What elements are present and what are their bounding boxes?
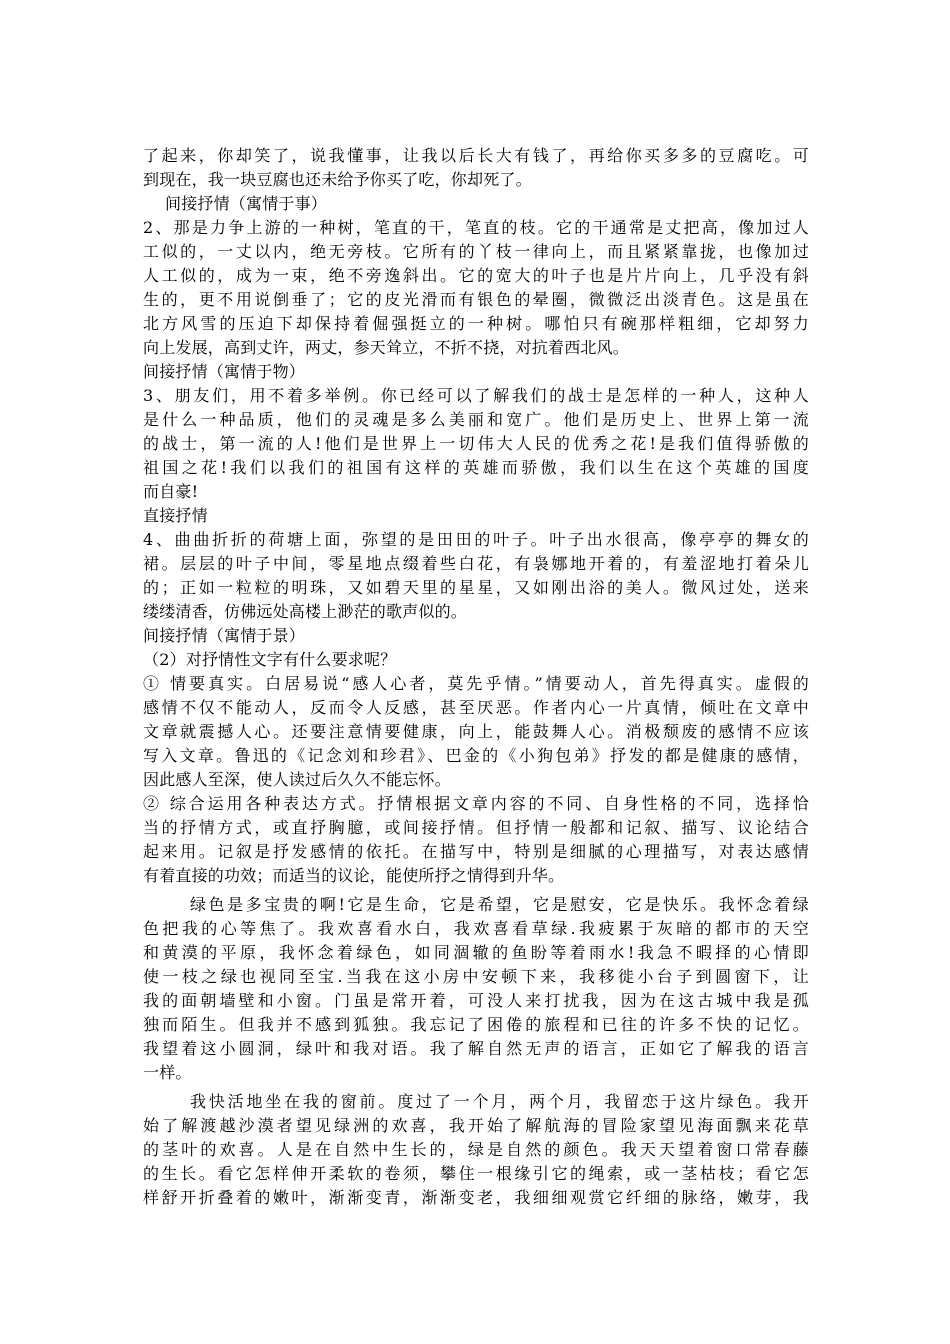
text-line: 工似的，一丈以内，绝无旁枝。它所有的丫枝一律向上，而且紧紧靠拢，也像加过 — [143, 242, 809, 261]
text-line: ① 情要真实。白居易说“感人心者，莫先乎情。”情要动人，首先得真实。虚假的 — [143, 674, 809, 693]
text-line: 感情不仅不能动人，反而令人反感，甚至厌恶。作者内心一片真情，倾吐在文章中 — [143, 698, 809, 717]
section-label: 间接抒情（寓情于物） — [143, 362, 306, 381]
section-label: 间接抒情（寓情于景） — [143, 626, 306, 645]
text-line: 文章就震撼人心。还要注意情要健康，向上，能鼓舞人心。消极颓废的感情不应该 — [143, 722, 809, 741]
text-line: 我望着这小圆洞，绿叶和我对语。我了解自然无声的语言，正如它了解我的语言 — [143, 1039, 809, 1058]
text-line: 人工似的，成为一束，绝不旁逸斜出。它的宽大的叶子也是片片向上，几乎没有斜 — [143, 266, 809, 285]
text-line: 我的面朝墙壁和小窗。门虽是常开着，可没人来打扰我，因为在这古城中我是孤 — [143, 991, 809, 1010]
text-line: 裙。层层的叶子中间，零星地点缀着些白花，有袅娜地开着的，有羞涩地打着朵儿 — [143, 554, 809, 573]
text-line: 生的，更不用说倒垂了；它的皮光滑而有银色的晕圈，微微泛出淡青色。这是虽在 — [143, 290, 809, 309]
text-line: 向上发展，高到丈许，两丈，参天耸立，不折不挠，对抗着西北风。 — [143, 338, 630, 357]
text-line: 是什么一种品质，他们的灵魂是多么美丽和宽广。他们是历史上、世界上第一流 — [143, 410, 809, 429]
text-line: 始了解渡越沙漠者望见绿洲的欢喜，我开始了解航海的冒险家望见海面飘来花草 — [143, 1116, 809, 1135]
section-label: 直接抒情 — [143, 506, 208, 525]
text-line: 绿色是多宝贵的啊!它是生命，它是希望，它是慰安，它是快乐。我怀念着绿 — [190, 895, 809, 914]
text-line: 的茎叶的欢喜。人是在自然中生长的，绿是自然的颜色。我天天望着窗口常春藤 — [143, 1140, 809, 1159]
text-line: 2、那是力争上游的一种树，笔直的干，笔直的枝。它的干通常是丈把高，像加过人 — [143, 218, 809, 237]
text-line: 一样。 — [143, 1063, 192, 1082]
question-heading: （2）对抒情性文字有什么要求呢？ — [143, 650, 397, 669]
text-line: 缕缕清香，仿佛远处高楼上渺茫的歌声似的。 — [143, 602, 468, 621]
text-line: 起来用。记叙是抒发感情的依托。在描写中，特别是细腻的心理描写，对表达感情 — [143, 842, 809, 861]
text-line: 的战士，第一流的人!他们是世界上一切伟大人民的优秀之花!是我们值得骄傲的 — [143, 434, 809, 453]
text-line: 4、曲曲折折的荷塘上面，弥望的是田田的叶子。叶子出水很高，像亭亭的舞女的 — [143, 530, 809, 549]
text-line: 当的抒情方式，或直抒胸臆，或间接抒情。但抒情一般都和记叙、描写、议论结合 — [143, 818, 809, 837]
text-line: 和黄漠的平原，我怀念着绿色，如同涸辙的鱼盼等着雨水!我急不暇择的心情即 — [143, 943, 809, 962]
text-line: ② 综合运用各种表达方式。抒情根据文章内容的不同、自身性格的不同，选择恰 — [143, 794, 809, 813]
text-line: 有着直接的功效；而适当的议论，能使所抒之情得到升华。 — [143, 866, 565, 885]
section-label: 间接抒情（寓情于事） — [165, 194, 328, 213]
text-line: 3、朋友们，用不着多举例。你已经可以了解我们的战士是怎样的一种人，这种人 — [143, 386, 809, 405]
text-line: 的；正如一粒粒的明珠，又如碧天里的星星，又如刚出浴的美人。微风过处，送来 — [143, 578, 809, 597]
text-line: 写入文章。鲁迅的《记念刘和珍君》、巴金的《小狗包弟》抒发的都是健康的感情， — [143, 746, 809, 765]
text-line: 色把我的心等焦了。我欢喜看水白，我欢喜看草绿.我疲累于灰暗的都市的天空 — [143, 919, 809, 938]
text-line: 独而陌生。但我并不感到狐独。我忘记了困倦的旅程和已往的许多不快的记忆。 — [143, 1015, 809, 1034]
text-line: 到现在，我一块豆腐也还未给予你买了吃，你却死了。 — [143, 170, 532, 189]
text-line: 而自豪! — [143, 482, 199, 501]
text-line: 样舒开折叠着的嫩叶，渐渐变青，渐渐变老，我细细观赏它纤细的脉络，嫩芽，我 — [143, 1188, 809, 1207]
text-line: 我快活地坐在我的窗前。度过了一个月，两个月，我留恋于这片绿色。我开 — [190, 1092, 809, 1111]
text-line: 祖国之花!我们以我们的祖国有这样的英雄而骄傲，我们以生在这个英雄的国度 — [143, 458, 809, 477]
document-page — [143, 144, 809, 1210]
text-line: 因此感人至深，使人读过后久久不能忘怀。 — [143, 770, 451, 789]
text-line: 了起来，你却笑了，说我懂事，让我以后长大有钱了，再给你买多多的豆腐吃。可 — [143, 146, 809, 165]
text-line: 的生长。看它怎样伸开柔软的卷须，攀住一根缘引它的绳索，或一茎枯枝；看它怎 — [143, 1164, 809, 1183]
text-line: 使一枝之绿也视同至宝.当我在这小房中安顿下来，我移徙小台子到圆窗下，让 — [143, 967, 809, 986]
text-line: 北方风雪的压迫下却保持着倔强挺立的一种树。哪怕只有碗那样粗细，它却努力 — [143, 314, 809, 333]
